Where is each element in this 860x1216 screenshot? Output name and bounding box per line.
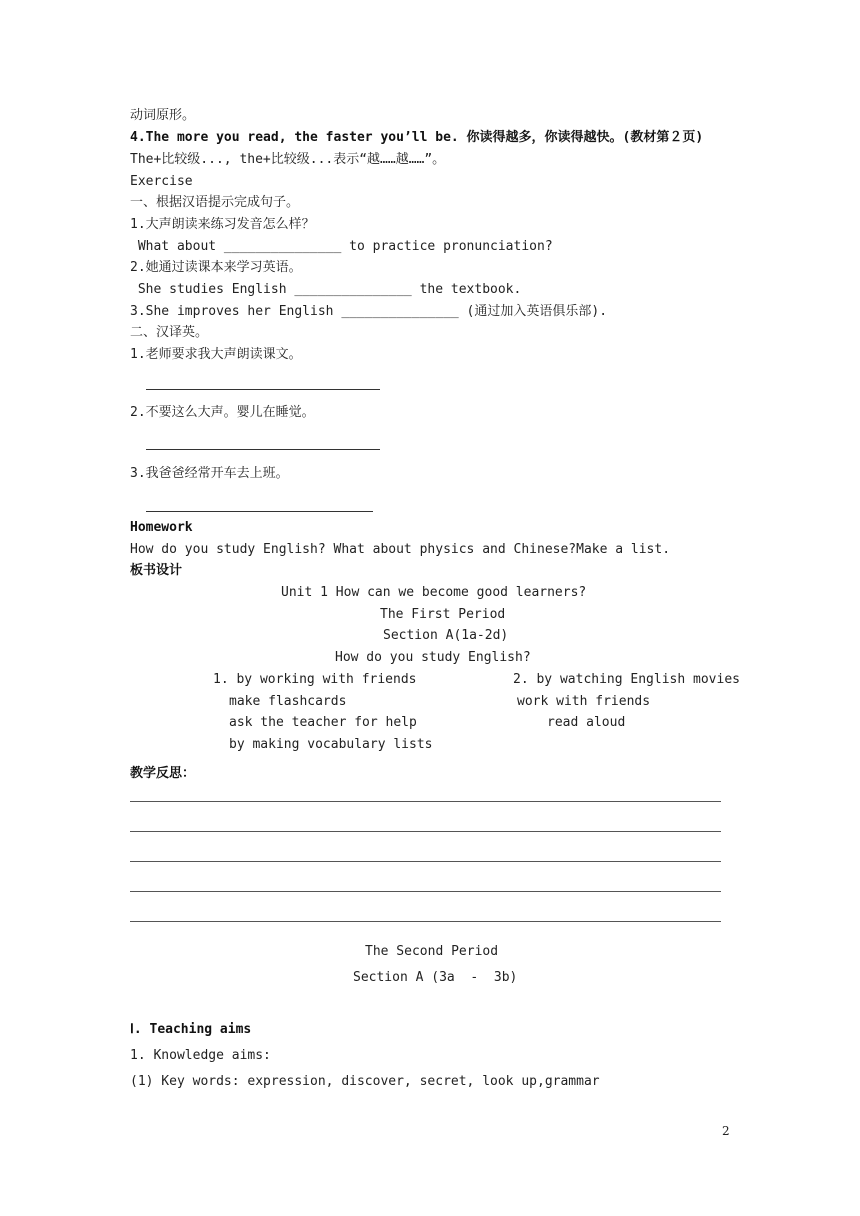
board-section: Section A(1a-2d) [383,628,509,643]
board-period: The First Period [380,607,506,622]
board-right-1: 2. by watching English movies [513,672,740,687]
homework-text: How do you study English? What about physics and Chinese?Make a list. [130,542,671,557]
exercise-part2-title: 二、汉译英。 [130,325,209,340]
homework-heading: Homework [130,520,193,535]
board-question: How do you study English? [335,650,531,665]
reflection-line-5 [130,921,721,922]
board-heading: 板书设计 [130,563,183,578]
reflection-heading: 教学反思： [130,766,196,781]
note-line-2: 4.The more you read, the faster you’ll be. 你读得越多，你读得越快。(教材第２页) [130,130,704,145]
exercise-q2-en: She studies English _______________ the textbook. [130,282,522,297]
exercise-q3: 3.She improves her English _______________ (通过加入英语俱乐部). [130,304,608,319]
exercise-part1-title: 一、根据汉语提示完成句子。 [130,195,300,210]
exercise-q1-cn: 1.大声朗读来练习发音怎么样？ [130,217,315,232]
reflection-line-2 [130,831,721,832]
answer-line-2 [146,449,380,450]
board-left-1: 1. by working with friends [213,672,417,687]
reflection-line-1 [130,801,721,802]
teaching-aims-heading: Ⅰ. Teaching aims [130,1022,252,1037]
exercise-q1-en: What about _______________ to practice pronunciation? [130,239,553,254]
board-unit: Unit 1 How can we become good learners? [281,585,587,600]
second-period-title: The Second Period [365,944,499,959]
board-left-2: make flashcards [229,694,347,709]
second-section-title: Section A (3a - 3b) [353,970,518,985]
note-line-1: 动词原形。 [130,108,196,123]
reflection-line-3 [130,861,721,862]
board-right-2: work with friends [517,694,651,709]
answer-line-1 [146,389,380,390]
translate-q3: 3.我爸爸经常开车去上班。 [130,466,289,481]
board-left-3: ask the teacher for help [229,715,417,730]
board-right-3: read aloud [547,715,626,730]
translate-q1: 1.老师要求我大声朗读课文。 [130,347,302,362]
answer-line-3 [146,511,373,512]
knowledge-aims: 1. Knowledge aims: [130,1048,271,1063]
note-line-3: The+比较级..., the+比较级...表示“越……越……”。 [130,152,446,167]
reflection-line-4 [130,891,721,892]
translate-q2: 2.不要这么大声。婴儿在睡觉。 [130,405,315,420]
key-words: (1) Key words: expression, discover, secret, look up,grammar [130,1074,600,1089]
page-number: 2 [722,1124,730,1138]
board-left-4: by making vocabulary lists [229,737,433,752]
exercise-q2-cn: 2.她通过读课本来学习英语。 [130,260,302,275]
exercise-heading: Exercise [130,174,193,189]
